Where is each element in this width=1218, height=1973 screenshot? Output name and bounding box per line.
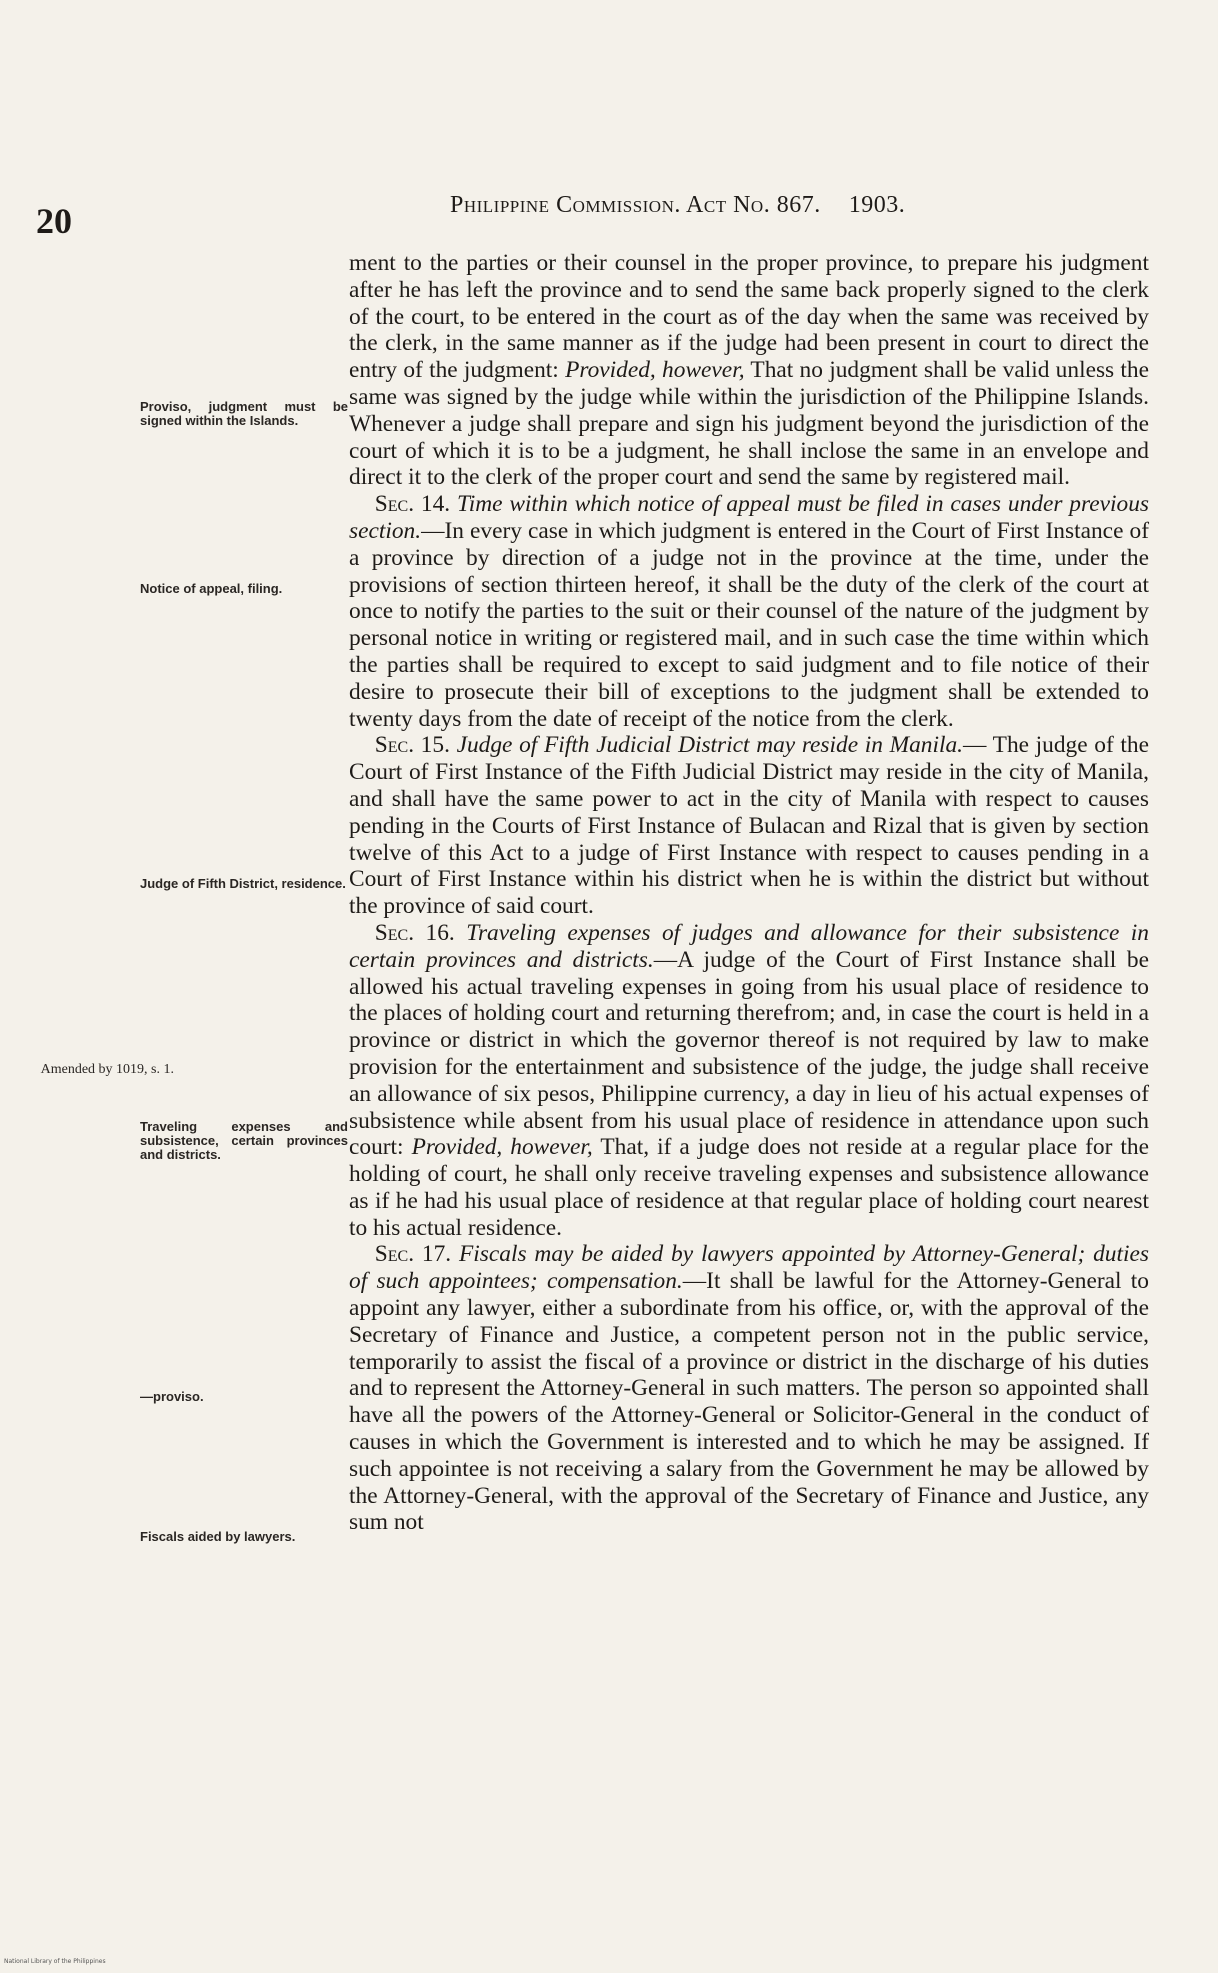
section-16-caption: Traveling expenses of judges and allowance for their subsistence in certain provinces and districts. bbox=[349, 919, 1149, 973]
section-14-caption: Time within which notice of appeal must be filed in cases under previous section. bbox=[349, 491, 1149, 544]
section-16-label: Sec. 16. bbox=[374, 919, 455, 946]
paragraph-continuation: ment to the parties or their counsel in the proper province, to prepare his judgment after he has left the province and to send the same back properly signed to the clerk of the court, to be entered in the court as of the day when the same was received by the clerk, in the same manner as if the judge had been present in court to direct the entry of the judgment: Provided, however, That no judgment shall be valid unless the same was signed by the judge while within the jurisdiction of the Philippine Islands. Whenever a judge shall prepare and sign his judgment beyond the jurisdiction of the court of which it is to be a judgment, he shall inclose the same in an envelope and direct it to the clerk of the proper court and send the same by registered mail. bbox=[349, 250, 1150, 491]
section-17-text: —It shall be lawful for the Attorney-General to appoint any lawyer, either a subordinate from his office, or, with the approval of the Secretary of Finance and Justice, a competent person not in the public service, temporarily to assist the fiscal of a province or district in the discharge of his duties and to represent the Attorney-General in such matters. The person so appointed shall have all the powers of the Attorney-General or Solicitor-General in the conduct of causes in which the Government is interested and to which he may be assigned. If such appointee is not receiving a salary from the Government he may be allowed by the Attorney-General, with the approval of the Secretary of Finance and Justice, any sum not bbox=[349, 1268, 1149, 1536]
page-number: 20 bbox=[36, 201, 72, 241]
margin-note-traveling-expenses: Traveling expenses and subsistence, certain provinces and districts. bbox=[140, 1119, 348, 1162]
section-14-text: —In every case in which judgment is entered in the Court of First Instance of a province by direction of a judge not in the province at the time, under the provisions of section thirteen hereof, it shall be the duty of the clerk of the court at once to notify the parties to the suit or their counsel of the nature of the judgment by personal notice in writing or registered mail, and in such case the time within which the parties shall be required to except to said judgment and to file notice of their desire to prosecute their bill of exceptions to the judgment shall be extended to twenty days from the date of receipt of the notice from the clerk. bbox=[349, 517, 1149, 732]
section-16-proviso: Provided, however, bbox=[411, 1134, 593, 1161]
section-16 bbox=[349, 920, 1149, 1242]
margin-note-fiscals-aided: Fiscals aided by lawyers. bbox=[140, 1529, 296, 1544]
margin-note-proviso: —proviso. bbox=[140, 1389, 204, 1404]
running-head-year: 1903. bbox=[848, 192, 906, 218]
margin-note-proviso-judgment: Proviso, judgment must be signed within the Islands. bbox=[140, 399, 348, 428]
margin-note-notice-of-appeal: Notice of appeal, filing. bbox=[140, 581, 283, 596]
section-14-label: Sec. 14. bbox=[374, 491, 451, 518]
body-text bbox=[349, 250, 1149, 1536]
section-15-text: — The judge of the Court of First Instance of the Fifth Judicial District may reside in the city of Manila, and shall have the same power to act in the city of Manila with respect to causes pending in the Courts of First Instance of Bulacan and Rizal that is given by section twelve of this Act to a judge of First Instance with respect to causes pending in a Court of First Instance within his district when he is within the district but without the province of said court. bbox=[349, 732, 1149, 920]
section-17-caption: Fiscals may be aided by lawyers appointed by Attorney-General; duties of such appointees; compensation. bbox=[349, 1241, 1149, 1295]
section-15-caption: Judge of Fifth Judicial District may reside in Manila. bbox=[456, 732, 964, 759]
section-15-label: Sec. 15. bbox=[374, 732, 450, 759]
section-16-text-after: That, if a judge does not reside at a regular place for the holding of court, he shall only receive traveling expenses and subsistence allowance as if he had his usual place of residence at that regular place of holding court nearest to his actual residence. bbox=[349, 1134, 1149, 1241]
footer-credit: National Library of the Philippines bbox=[4, 1958, 106, 1965]
section-17-label: Sec. 17. bbox=[374, 1241, 452, 1268]
section-17 bbox=[349, 1241, 1149, 1536]
running-head-title: Philippine Commission. Act No. 867. bbox=[450, 192, 821, 218]
margin-note-judge-fifth-district: Judge of Fifth District, residence. bbox=[140, 876, 346, 891]
margin-note-amended: Amended by 1019, s. 1. bbox=[40, 1062, 174, 1077]
section-16-text: —A judge of the Court of First Instance shall be allowed his actual traveling expenses in going from his usual place of residence to the places of holding court and returning therefrom; and, in case the court is held in a province or district in which the governor thereof is not required by law to make provision for the entertainment and subsistence of the judge, the judge shall receive an allowance of six pesos, Philippine currency, a day in lieu of his actual expenses of subsistence while absent from his usual place of residence in attendance upon such court: bbox=[349, 946, 1149, 1161]
running-head bbox=[450, 192, 1070, 219]
section-14 bbox=[349, 491, 1149, 732]
section-15 bbox=[349, 732, 1149, 920]
